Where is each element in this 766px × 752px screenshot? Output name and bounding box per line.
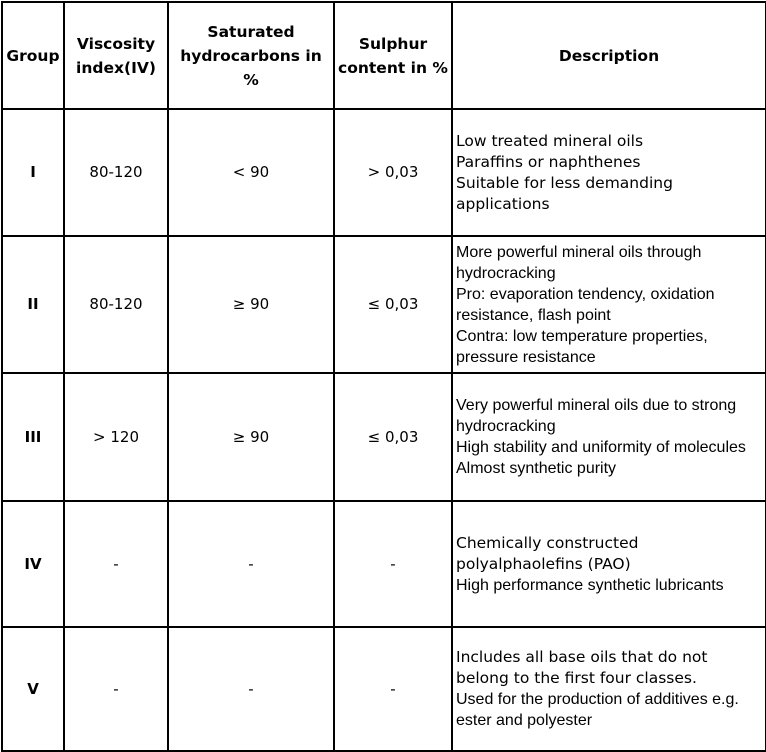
cell-saturated: -: [168, 627, 334, 751]
header-sulphur-line2: content in %: [338, 58, 448, 77]
cell-sulphur: ≤ 0,03: [334, 373, 452, 501]
cell-group: V: [2, 627, 64, 751]
cell-description: [452, 501, 766, 627]
cell-saturated: -: [168, 501, 334, 627]
cell-description: [452, 109, 766, 236]
description-line: Includes all base oils that do not belong to the first four classes.: [456, 648, 708, 687]
table-row: [2, 373, 766, 501]
description-line: Paraffins or naphthenes: [456, 152, 641, 171]
header-saturated-line2: hydrocarbons in %: [180, 46, 322, 89]
cell-group: I: [2, 109, 64, 236]
cell-viscosity: -: [64, 627, 168, 751]
cell-group: III: [2, 373, 64, 501]
description-line: More powerful mineral oils through hydrocracking: [456, 243, 702, 282]
cell-group: II: [2, 236, 64, 373]
header-sulphur-line1: Sulphur: [358, 34, 428, 53]
description-line: High performance synthetic lubricants: [456, 576, 724, 594]
cell-saturated: ≥ 90: [168, 236, 334, 373]
header-group-label: Group: [6, 46, 60, 65]
header-saturated: [168, 2, 334, 109]
table-row: [2, 501, 766, 627]
description-line: Used for the production of additives e.g. ester and polyester: [456, 691, 739, 729]
cell-description: [452, 236, 766, 373]
description-line: High stability and uniformity of molecules: [456, 439, 746, 456]
header-description-label: Description: [558, 46, 660, 65]
header-saturated-line1: Saturated: [207, 22, 295, 41]
cell-sulphur: > 0,03: [334, 109, 452, 236]
cell-description: [452, 373, 766, 501]
header-group: [2, 2, 64, 109]
description-line: Chemically constructed polyalphaolefins (PAO): [456, 533, 639, 573]
cell-viscosity: 80-120: [64, 109, 168, 236]
header-description: [452, 2, 766, 109]
cell-viscosity: 80-120: [64, 236, 168, 373]
description-line: Pro: evaporation tendency, oxidation resistance, flash point: [456, 285, 715, 324]
cell-viscosity: > 120: [64, 373, 168, 501]
cell-viscosity: -: [64, 501, 168, 627]
description-line: Very powerful mineral oils due to strong hydrocracking: [456, 397, 737, 435]
description-line: Suitable for less demanding applications: [456, 173, 673, 213]
table-row: [2, 236, 766, 373]
header-viscosity-line1: Viscosity: [76, 34, 156, 53]
cell-saturated: ≥ 90: [168, 373, 334, 501]
table-row: [2, 109, 766, 236]
description-line: Low treated mineral oils: [456, 131, 644, 150]
cell-group: IV: [2, 501, 64, 627]
cell-saturated: < 90: [168, 109, 334, 236]
description-line: Almost synthetic purity: [456, 460, 617, 477]
cell-sulphur: ≤ 0,03: [334, 236, 452, 373]
base-oil-groups-table: [1, 1, 766, 752]
header-viscosity-line2: index(IV): [76, 58, 156, 77]
header-viscosity: [64, 2, 168, 109]
table-row: [2, 627, 766, 751]
cell-sulphur: -: [334, 627, 452, 751]
description-line: Contra: low temperature properties, pressure resistance: [456, 327, 708, 366]
cell-sulphur: -: [334, 501, 452, 627]
cell-description: [452, 627, 766, 751]
header-sulphur: [334, 2, 452, 109]
header-row: [2, 2, 766, 109]
